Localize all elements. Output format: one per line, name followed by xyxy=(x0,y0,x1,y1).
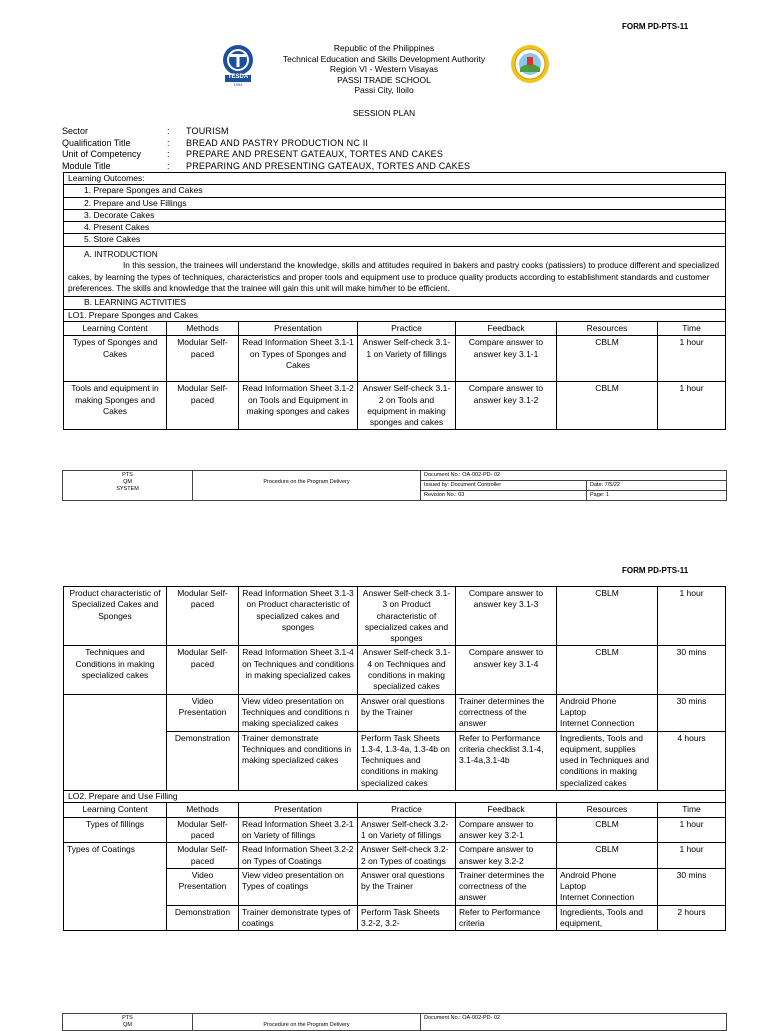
table-row xyxy=(64,587,726,646)
time-cell: 30 mins xyxy=(658,868,726,905)
meta-row: Qualification Title : BREAD AND PASTRY PRODUCTION NC II xyxy=(62,137,369,148)
time-cell: 1 hour xyxy=(658,587,726,646)
presentation-cell: Read Information Sheet 3.1-4 on Techniques and conditions in making specialized cakes xyxy=(239,646,358,694)
table-row xyxy=(64,694,726,731)
footer-system xyxy=(63,1014,193,1031)
learning-activities-heading: B. LEARNING ACTIVITIES xyxy=(64,297,726,309)
presentation-cell: Trainer demonstrate types of coatings xyxy=(239,905,358,931)
feedback-cell: Compare answer to answer key 3.1-3 xyxy=(456,587,557,646)
session-title: SESSION PLAN xyxy=(352,108,416,118)
column-header: Time xyxy=(658,803,726,817)
time-cell: 1 hour xyxy=(658,336,726,382)
table-row xyxy=(64,843,726,869)
footer-left-2: QM xyxy=(123,479,132,485)
page-footer xyxy=(62,470,727,501)
methods-cell: Modular Self-paced xyxy=(167,843,239,869)
footer-procedure: Procedure on the Program Delivery xyxy=(193,471,421,501)
column-header: Methods xyxy=(167,322,239,336)
feedback-cell: Compare answer to answer key 3.1-2 xyxy=(456,382,557,430)
column-header: Presentation xyxy=(239,803,358,817)
presentation-cell: Read Information Sheet 3.1-3 on Product characteristic of specialized cakes and sponges xyxy=(239,587,358,646)
column-header: Practice xyxy=(358,803,456,817)
presentation-cell: Trainer demonstrate Techniques and conditions in making specialized cakes xyxy=(239,731,358,790)
practice-cell: Perform Task Sheets 1.3-4, 1.3-4a, 1.3-4b on Techniques and conditions in making specialized cakes xyxy=(358,731,456,790)
resources-cell: Ingredients, Tools and equipment, xyxy=(557,905,658,931)
practice-cell: Answer Self-check 3.2-2 on Types of coatings xyxy=(358,843,456,869)
session-plan-table-page2 xyxy=(63,586,726,931)
column-header: Feedback xyxy=(456,803,557,817)
learning-content-cell: Types of fillings xyxy=(64,817,167,843)
column-header: Learning Content xyxy=(64,803,167,817)
outcome-item: 5. Store Cakes xyxy=(64,234,726,246)
learning-outcomes-label: Learning Outcomes: xyxy=(64,173,726,185)
resources-cell: CBLM xyxy=(557,382,658,430)
column-header: Methods xyxy=(167,803,239,817)
footer-procedure: Procedure on the Program Delivery xyxy=(193,1014,421,1031)
time-cell: 2 hours xyxy=(658,905,726,931)
time-cell: 30 mins xyxy=(658,694,726,731)
lo1-heading: LO1. Prepare Sponges and Cakes xyxy=(64,309,726,321)
footer-left-1: PTS xyxy=(122,1015,133,1021)
column-header: Resources xyxy=(557,322,658,336)
page-footer xyxy=(62,1013,727,1031)
agency-header xyxy=(0,43,768,96)
introduction-text: In this session, the trainees will understand the knowledge, skills and attitudes required in bakers and pastry cooks (patissiers) to produce different and specialized cakes, by learning the types of techniques, characteristics and proper tools and equipment use to produce quality products according to establishment standards and customer preferences. The skills and knowledge that the trainee will gain this unit will make him/her to be efficient. xyxy=(68,260,720,293)
resources-cell: CBLM xyxy=(557,843,658,869)
learning-content-cell xyxy=(64,694,167,790)
footer-issued-by: Issued by: Document Controller xyxy=(421,481,587,491)
column-header: Time xyxy=(658,322,726,336)
footer-left-1: PTS xyxy=(122,472,133,478)
meta-row: Unit of Competency : PREPARE AND PRESENT GATEAUX, TORTES AND CAKES xyxy=(62,149,444,160)
session-plan-table-page1 xyxy=(63,172,726,430)
header-line-2: Technical Education and Skills Development Authority xyxy=(282,53,486,64)
header-line-1: Republic of the Philippines xyxy=(333,43,435,53)
practice-cell: Answer Self-check 3.1-2 on Tools and equipment in making sponges and cakes xyxy=(358,382,456,430)
meta-row: Sector : TOURISM xyxy=(62,126,229,136)
feedback-cell: Refer to Performance criteria xyxy=(456,905,557,931)
footer-date: Date: 7/5/22 xyxy=(587,481,727,491)
practice-cell: Answer Self-check 3.1-4 on Techniques and conditions in making specialized cakes xyxy=(358,646,456,694)
learning-content-cell: Techniques and Conditions in making specialized cakes xyxy=(64,646,167,694)
methods-cell: Modular Self-paced xyxy=(167,587,239,646)
table-row xyxy=(64,817,726,843)
column-header-row xyxy=(64,803,726,817)
table-row xyxy=(64,336,726,382)
footer-doc-no: Document No.: OA-002-PD- 02 xyxy=(421,471,727,481)
feedback-cell: Trainer determines the correctness of the answer xyxy=(456,868,557,905)
learning-content-cell: Types of Coatings xyxy=(64,843,167,931)
presentation-cell: Read Information Sheet 3.1-1 on Types of Sponges and Cakes xyxy=(239,336,358,382)
header-line-5: Passi City, Iloilo xyxy=(354,85,414,95)
resources-cell: CBLM xyxy=(557,336,658,382)
practice-cell: Answer oral questions by the Trainer xyxy=(358,694,456,731)
column-header: Feedback xyxy=(456,322,557,336)
time-cell: 1 hour xyxy=(658,817,726,843)
time-cell: 1 hour xyxy=(658,843,726,869)
resources-cell: CBLM xyxy=(557,646,658,694)
table-row xyxy=(64,646,726,694)
column-header-row xyxy=(64,322,726,336)
table-row xyxy=(64,382,726,430)
methods-cell: Demonstration xyxy=(167,905,239,931)
resources-cell: Ingredients, Tools and equipment, supplies used in Techniques and conditions in making specialized cakes xyxy=(557,731,658,790)
resources-cell: Android Phone Laptop Internet Connection xyxy=(557,868,658,905)
meta-row: Module Title : PREPARING AND PRESENTING GATEAUX, TORTES AND CAKES xyxy=(62,160,471,171)
introduction-section xyxy=(64,246,726,297)
lo2-heading: LO2. Prepare and Use Filling xyxy=(64,791,726,803)
form-number: FORM PD-PTS-11 xyxy=(622,566,689,575)
outcome-item: 2. Prepare and Use Fillings xyxy=(64,197,726,209)
practice-cell: Answer Self-check 3.1-1 on Variety of fillings xyxy=(358,336,456,382)
feedback-cell: Compare answer to answer key 3.1-4 xyxy=(456,646,557,694)
feedback-cell: Compare answer to answer key 3.2-1 xyxy=(456,817,557,843)
column-header: Presentation xyxy=(239,322,358,336)
presentation-cell: Read Information Sheet 3.1-2 on Tools and Equipment in making sponges and cakes xyxy=(239,382,358,430)
module-meta xyxy=(62,126,470,172)
footer-left-3: SYSTEM xyxy=(116,486,139,492)
feedback-cell: Refer to Performance criteria checklist 3.1-4, 3.1-4a,3.1-4b xyxy=(456,731,557,790)
header-line-3: Region VI - Western Visayas xyxy=(329,64,439,74)
tesda-logo-year: 1994 xyxy=(233,82,243,87)
presentation-cell: Read Information Sheet 3.2-1 on Variety of fillings xyxy=(239,817,358,843)
footer-page: Page: 1 xyxy=(587,491,727,501)
practice-cell: Perform Task Sheets 3.2-2, 3.2- xyxy=(358,905,456,931)
footer-revision: Revision No.: 03 xyxy=(421,491,587,501)
column-header: Learning Content xyxy=(64,322,167,336)
outcome-item: 1. Prepare Sponges and Cakes xyxy=(64,185,726,197)
resources-cell: CBLM xyxy=(557,817,658,843)
time-cell: 4 hours xyxy=(658,731,726,790)
methods-cell: Modular Self-paced xyxy=(167,336,239,382)
methods-cell: Demonstration xyxy=(167,731,239,790)
feedback-cell: Compare answer to answer key 3.1-1 xyxy=(456,336,557,382)
header-line-4: PASSI TRADE SCHOOL xyxy=(337,74,431,85)
learning-content-cell: Tools and equipment in making Sponges and Cakes xyxy=(64,382,167,430)
methods-cell: Modular Self-paced xyxy=(167,817,239,843)
presentation-cell: Read Information Sheet 3.2-2 on Types of Coatings xyxy=(239,843,358,869)
column-header: Resources xyxy=(557,803,658,817)
presentation-cell: View video presentation on Techniques and conditions n making specialized cakes xyxy=(239,694,358,731)
methods-cell: Modular Self-paced xyxy=(167,646,239,694)
methods-cell: Modular Self-paced xyxy=(167,382,239,430)
learning-content-cell: Types of Sponges and Cakes xyxy=(64,336,167,382)
footer-left-2: QM xyxy=(123,1022,132,1028)
feedback-cell: Trainer determines the correctness of the answer xyxy=(456,694,557,731)
outcome-item: 3. Decorate Cakes xyxy=(64,209,726,221)
practice-cell: Answer oral questions by the Trainer xyxy=(358,868,456,905)
column-header: Practice xyxy=(358,322,456,336)
time-cell: 30 mins xyxy=(658,646,726,694)
practice-cell: Answer Self-check 3.1-3 on Product characteristic of specialized cakes and sponges xyxy=(358,587,456,646)
feedback-cell: Compare answer to answer key 3.2-2 xyxy=(456,843,557,869)
tesda-logo-text: TESDA xyxy=(227,74,249,80)
introduction-heading: A. INTRODUCTION xyxy=(84,248,158,259)
footer-system xyxy=(63,471,193,501)
practice-cell: Answer Self-check 3.2-1 on Variety of fillings xyxy=(358,817,456,843)
form-number: FORM PD-PTS-11 xyxy=(622,22,689,31)
time-cell: 1 hour xyxy=(658,382,726,430)
learning-content-cell: Product characteristic of Specialized Cakes and Sponges xyxy=(64,587,167,646)
outcome-item: 4. Present Cakes xyxy=(64,222,726,234)
footer-doc-no: Document No.: OA-002-PD- 02 xyxy=(421,1014,727,1031)
methods-cell: Video Presentation xyxy=(167,694,239,731)
methods-cell: Video Presentation xyxy=(167,868,239,905)
resources-cell: CBLM xyxy=(557,587,658,646)
resources-cell: Android Phone Laptop Internet Connection xyxy=(557,694,658,731)
presentation-cell: View video presentation on Types of coatings xyxy=(239,868,358,905)
